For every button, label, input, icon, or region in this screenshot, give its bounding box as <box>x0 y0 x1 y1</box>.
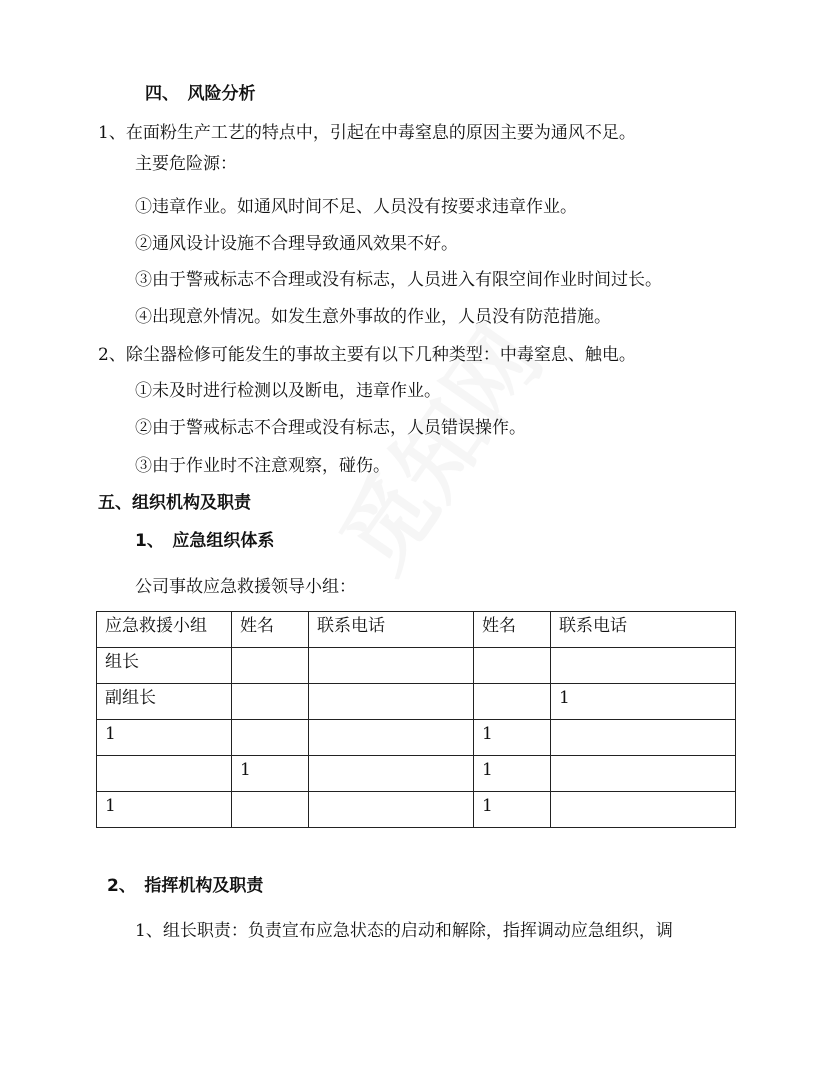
subheading-command: 2、 指挥机构及职责 <box>107 876 264 896</box>
source-item: ④出现意外情况。如发生意外事故的作业，人员没有防范措施。 <box>135 307 611 327</box>
table-row <box>97 792 736 828</box>
table-cell: 1 <box>474 792 551 828</box>
table-cell <box>232 648 309 684</box>
table-cell <box>551 792 736 828</box>
table-cell <box>232 684 309 720</box>
table-row <box>97 756 736 792</box>
item2-list-item: ②由于警戒标志不合理或没有标志，人员错误操作。 <box>135 418 526 438</box>
table-cell: 1 <box>97 792 232 828</box>
table-cell <box>474 684 551 720</box>
table-cell: 1 <box>551 684 736 720</box>
subheading-org-system: 1、 应急组织体系 <box>135 531 275 551</box>
leader-duty: 1、组长职责：负责宣布应急状态的启动和解除，指挥调动应急组织，调 <box>135 921 673 941</box>
table-cell: 1 <box>97 720 232 756</box>
table-cell: 1 <box>232 756 309 792</box>
source-item: ③由于警戒标志不合理或没有标志，人员进入有限空间作业时间过长。 <box>135 270 662 290</box>
table-cell: 组长 <box>97 648 232 684</box>
table-cell <box>232 792 309 828</box>
header-cell: 联系电话 <box>551 612 736 648</box>
table-cell <box>309 756 474 792</box>
item2-list-item: ①未及时进行检测以及断电，违章作业。 <box>135 381 441 401</box>
table-header-row <box>97 612 736 648</box>
table-cell <box>309 720 474 756</box>
emergency-team-table <box>96 611 736 828</box>
section5-heading: 五、组织机构及职责 <box>98 493 251 513</box>
table-cell <box>309 684 474 720</box>
source-item: ①违章作业。如通风时间不足、人员没有按要求违章作业。 <box>135 197 577 217</box>
table-row <box>97 648 736 684</box>
table-cell <box>551 648 736 684</box>
sources-label: 主要危险源： <box>135 154 237 174</box>
table-cell <box>474 648 551 684</box>
header-cell: 姓名 <box>474 612 551 648</box>
header-cell: 姓名 <box>232 612 309 648</box>
watermark <box>304 297 565 593</box>
table-cell <box>97 756 232 792</box>
header-cell: 联系电话 <box>309 612 474 648</box>
table-cell: 1 <box>474 720 551 756</box>
table-row <box>97 684 736 720</box>
source-item: ②通风设计设施不合理导致通风效果不好。 <box>135 234 458 254</box>
table-caption: 公司事故应急救援领导小组： <box>135 577 356 597</box>
header-cell: 应急救援小组 <box>97 612 232 648</box>
table-cell: 副组长 <box>97 684 232 720</box>
section4-heading: 四、 风险分析 <box>145 84 256 104</box>
table-cell <box>551 720 736 756</box>
table-cell <box>309 648 474 684</box>
table-cell <box>309 792 474 828</box>
section4-item2: 2、除尘器检修可能发生的事故主要有以下几种类型：中毒窒息、触电。 <box>98 345 636 365</box>
table-row <box>97 720 736 756</box>
item2-list-item: ③由于作业时不注意观察，碰伤。 <box>135 456 390 476</box>
table-cell <box>232 720 309 756</box>
table-cell <box>551 756 736 792</box>
section4-item1: 1、在面粉生产工艺的特点中，引起在中毒窒息的原因主要为通风不足。 <box>98 123 636 143</box>
table-cell: 1 <box>474 756 551 792</box>
